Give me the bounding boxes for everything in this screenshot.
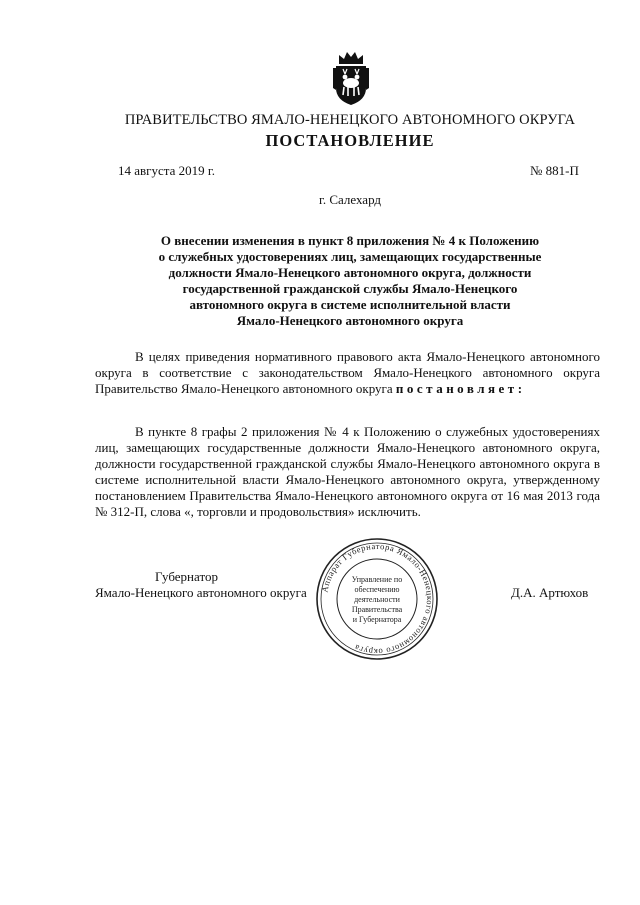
subject-line: автономного округа в системе исполнительной власти — [189, 297, 511, 312]
seal-center-line: Управление по — [351, 575, 403, 584]
subject-line: должности Ямало-Ненецкого автономного округа, должности — [168, 265, 532, 280]
seal-center-line: Правительства — [351, 605, 403, 614]
subject-line: Ямало-Ненецкого автономного округа — [236, 313, 464, 328]
signatory-organization: Ямало-Ненецкого автономного округа — [95, 585, 307, 600]
seal-center-line: и Губернатора — [352, 615, 402, 624]
subject-line: О внесении изменения в пункт 8 приложения № 4 к Положению — [160, 233, 540, 248]
government-title: ПРАВИТЕЛЬСТВО ЯМАЛО-НЕНЕЦКОГО АВТОНОМНОГО ОКРУГА — [124, 112, 576, 128]
document-number: № 881-П — [530, 163, 579, 178]
clause-paragraph: В пункте 8 графы 2 приложения № 4 к Положению о служебных удостоверениях лиц, замещающих государственные должности Ямало-Ненецкого автономного округа, должности государственной гражданской службы Ямало-Ненецкого автономного округа в системе исполнительной власти Ямало-Ненецкого автономного округа, утвержденному постановлением Правительства Ямало-Ненецкого автономного округа от 16 мая 2013 года № 312-П, слова «, торговли и продовольствия» исключить. — [95, 424, 600, 519]
coat-of-arms-icon — [331, 50, 371, 106]
seal-center-line: обеспечению — [354, 585, 400, 594]
decree-word: постановляет: — [395, 381, 526, 396]
signatory-name: Д.А. Артюхов — [511, 585, 589, 600]
signatory-role: Губернатор — [155, 569, 218, 584]
official-seal-stamp — [312, 534, 442, 664]
seal-ring-text: Аппарат Губернатора Ямало-Ненецкого автономного округа — [319, 540, 436, 658]
preamble-paragraph — [95, 349, 600, 397]
document-date: 14 августа 2019 г. — [118, 163, 215, 178]
preamble-text: В целях приведения нормативного правового акта Ямало-Ненецкого автономного округа в соответствие с законодательством Ямало-Ненецкого автономного округа Правительство Ямало-Ненецкого автономного округа — [95, 349, 600, 396]
document-subject — [100, 233, 600, 329]
document-type-title: ПОСТАНОВЛЕНИЕ — [265, 131, 435, 150]
subject-line: о служебных удостоверениях лиц, замещающих государственные — [158, 249, 542, 264]
subject-line: государственной гражданской службы Ямало-Ненецкого — [182, 281, 518, 296]
seal-center-line: деятельности — [354, 595, 400, 604]
document-city: г. Салехард — [318, 192, 382, 207]
